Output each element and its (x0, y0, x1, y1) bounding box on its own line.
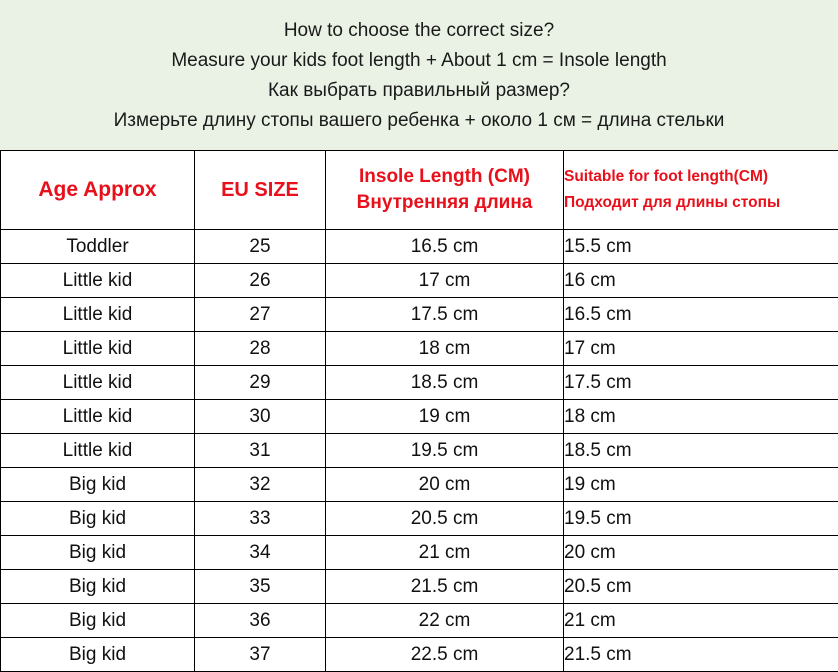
instructions-block (0, 0, 838, 150)
cell-eu-size: 29 (195, 366, 326, 400)
cell-eu-size: 27 (195, 298, 326, 332)
cell-insole-length: 17.5 cm (326, 298, 564, 332)
cell-insole-length: 17 cm (326, 264, 564, 298)
column-header-eu-size (195, 151, 326, 230)
table-row (1, 434, 838, 468)
cell-foot-length: 17.5 cm (564, 366, 838, 400)
cell-foot-length: 16.5 cm (564, 298, 838, 332)
table-row (1, 604, 838, 638)
cell-foot-length: 18 cm (564, 400, 838, 434)
column-header-eu-size-main: EU SIZE (195, 177, 325, 203)
instruction-line-3: Как выбрать правильный размер? (0, 76, 838, 106)
cell-foot-length: 18.5 cm (564, 434, 838, 468)
cell-foot-length: 17 cm (564, 332, 838, 366)
cell-foot-length: 19 cm (564, 468, 838, 502)
cell-eu-size: 28 (195, 332, 326, 366)
cell-eu-size: 34 (195, 536, 326, 570)
cell-insole-length: 21.5 cm (326, 570, 564, 604)
cell-age: Little kid (1, 434, 195, 468)
cell-foot-length: 20.5 cm (564, 570, 838, 604)
cell-insole-length: 21 cm (326, 536, 564, 570)
table-row (1, 638, 838, 672)
cell-insole-length: 20.5 cm (326, 502, 564, 536)
cell-insole-length: 18.5 cm (326, 366, 564, 400)
table-row (1, 536, 838, 570)
table-row (1, 332, 838, 366)
cell-age: Toddler (1, 230, 195, 264)
cell-insole-length: 22.5 cm (326, 638, 564, 672)
cell-eu-size: 37 (195, 638, 326, 672)
cell-age: Big kid (1, 468, 195, 502)
cell-age: Big kid (1, 502, 195, 536)
instruction-line-4: Измерьте длину стопы вашего ребенка + около 1 см = длина стельки (0, 106, 838, 136)
cell-eu-size: 33 (195, 502, 326, 536)
instruction-line-1: How to choose the correct size? (0, 16, 838, 46)
cell-foot-length: 21 cm (564, 604, 838, 638)
cell-foot-length: 19.5 cm (564, 502, 838, 536)
cell-insole-length: 22 cm (326, 604, 564, 638)
column-header-age-main: Age Approx (1, 177, 194, 203)
instruction-line-2: Measure your kids foot length + About 1 cm = Insole length (0, 46, 838, 76)
cell-age: Big kid (1, 638, 195, 672)
cell-age: Big kid (1, 604, 195, 638)
cell-age: Little kid (1, 264, 195, 298)
cell-age: Little kid (1, 298, 195, 332)
cell-age: Big kid (1, 536, 195, 570)
cell-foot-length: 15.5 cm (564, 230, 838, 264)
column-header-insole-length-sub: Внутренняя длина (326, 190, 563, 216)
table-row (1, 468, 838, 502)
cell-eu-size: 35 (195, 570, 326, 604)
cell-foot-length: 20 cm (564, 536, 838, 570)
cell-eu-size: 30 (195, 400, 326, 434)
table-body (1, 230, 838, 672)
column-header-foot-length (564, 151, 838, 230)
cell-eu-size: 26 (195, 264, 326, 298)
cell-insole-length: 19 cm (326, 400, 564, 434)
cell-foot-length: 16 cm (564, 264, 838, 298)
table-header-row (1, 151, 838, 230)
cell-insole-length: 19.5 cm (326, 434, 564, 468)
column-header-insole-length-main: Insole Length (CM) (326, 164, 563, 190)
cell-age: Little kid (1, 366, 195, 400)
cell-eu-size: 36 (195, 604, 326, 638)
table-row (1, 570, 838, 604)
cell-insole-length: 20 cm (326, 468, 564, 502)
table-row (1, 400, 838, 434)
cell-age: Little kid (1, 332, 195, 366)
column-header-insole-length (326, 151, 564, 230)
table-row (1, 366, 838, 400)
cell-eu-size: 32 (195, 468, 326, 502)
table-row (1, 502, 838, 536)
cell-insole-length: 18 cm (326, 332, 564, 366)
cell-eu-size: 31 (195, 434, 326, 468)
cell-eu-size: 25 (195, 230, 326, 264)
size-chart-table (0, 150, 838, 672)
cell-age: Little kid (1, 400, 195, 434)
cell-insole-length: 16.5 cm (326, 230, 564, 264)
cell-age: Big kid (1, 570, 195, 604)
column-header-foot-length-sub: Подходит для длины стопы (564, 190, 838, 216)
table-row (1, 264, 838, 298)
column-header-foot-length-main: Suitable for foot length(CM) (564, 164, 838, 190)
cell-foot-length: 21.5 cm (564, 638, 838, 672)
column-header-age (1, 151, 195, 230)
table-row (1, 230, 838, 264)
table-row (1, 298, 838, 332)
